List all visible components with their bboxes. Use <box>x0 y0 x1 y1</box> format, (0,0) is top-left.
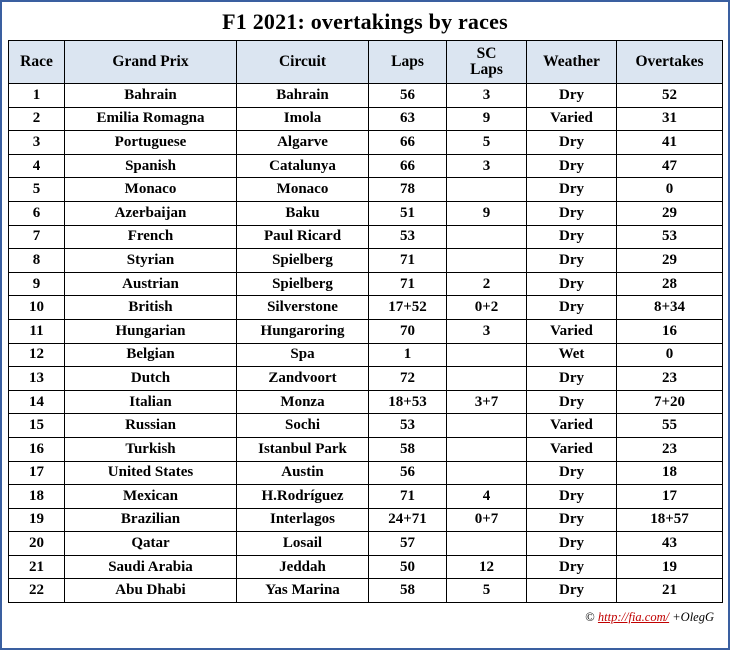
cell-race: 10 <box>9 296 65 320</box>
table-row <box>9 414 723 438</box>
cell-circuit: Monaco <box>237 178 369 202</box>
table-row <box>9 532 723 556</box>
cell-race: 12 <box>9 343 65 367</box>
table-row <box>9 272 723 296</box>
cell-race: 6 <box>9 201 65 225</box>
table-header-row <box>9 41 723 84</box>
cell-grand-prix: Portuguese <box>65 131 237 155</box>
cell-circuit: Yas Marina <box>237 579 369 603</box>
cell-laps: 71 <box>369 485 447 509</box>
table-row <box>9 225 723 249</box>
cell-overtakes: 28 <box>617 272 723 296</box>
table-row <box>9 461 723 485</box>
cell-laps: 24+71 <box>369 508 447 532</box>
cell-weather: Dry <box>527 367 617 391</box>
cell-grand-prix: Turkish <box>65 437 237 461</box>
cell-race: 13 <box>9 367 65 391</box>
cell-overtakes: 7+20 <box>617 390 723 414</box>
cell-circuit: H.Rodríguez <box>237 485 369 509</box>
cell-sc-laps: 0+7 <box>447 508 527 532</box>
cell-grand-prix: Saudi Arabia <box>65 555 237 579</box>
column-header-sc-laps-line1: SC <box>476 44 497 62</box>
cell-sc-laps: 3+7 <box>447 390 527 414</box>
cell-weather: Dry <box>527 390 617 414</box>
cell-laps: 71 <box>369 249 447 273</box>
table-row <box>9 296 723 320</box>
table-header <box>9 41 723 84</box>
cell-race: 16 <box>9 437 65 461</box>
cell-circuit: Zandvoort <box>237 367 369 391</box>
cell-grand-prix: Hungarian <box>65 319 237 343</box>
cell-overtakes: 29 <box>617 249 723 273</box>
table-row <box>9 84 723 108</box>
cell-grand-prix: Brazilian <box>65 508 237 532</box>
table-row <box>9 390 723 414</box>
cell-sc-laps: 9 <box>447 107 527 131</box>
cell-laps: 50 <box>369 555 447 579</box>
cell-weather: Varied <box>527 107 617 131</box>
cell-grand-prix: Emilia Romagna <box>65 107 237 131</box>
cell-laps: 58 <box>369 437 447 461</box>
cell-weather: Dry <box>527 485 617 509</box>
cell-sc-laps <box>447 437 527 461</box>
cell-circuit: Spielberg <box>237 249 369 273</box>
cell-grand-prix: Monaco <box>65 178 237 202</box>
cell-sc-laps: 5 <box>447 131 527 155</box>
cell-laps: 51 <box>369 201 447 225</box>
cell-laps: 66 <box>369 131 447 155</box>
cell-overtakes: 18+57 <box>617 508 723 532</box>
cell-weather: Dry <box>527 555 617 579</box>
table-row <box>9 319 723 343</box>
table-row <box>9 508 723 532</box>
cell-grand-prix: Abu Dhabi <box>65 579 237 603</box>
cell-overtakes: 55 <box>617 414 723 438</box>
cell-sc-laps <box>447 461 527 485</box>
cell-laps: 56 <box>369 84 447 108</box>
column-header-grand-prix: Grand Prix <box>65 41 237 84</box>
cell-race: 8 <box>9 249 65 273</box>
cell-race: 22 <box>9 579 65 603</box>
cell-sc-laps <box>447 414 527 438</box>
cell-circuit: Austin <box>237 461 369 485</box>
cell-sc-laps: 2 <box>447 272 527 296</box>
cell-weather: Dry <box>527 508 617 532</box>
cell-overtakes: 23 <box>617 367 723 391</box>
cell-race: 20 <box>9 532 65 556</box>
table-row <box>9 555 723 579</box>
cell-race: 2 <box>9 107 65 131</box>
cell-circuit: Spa <box>237 343 369 367</box>
cell-sc-laps: 12 <box>447 555 527 579</box>
cell-weather: Varied <box>527 414 617 438</box>
cell-circuit: Losail <box>237 532 369 556</box>
cell-overtakes: 43 <box>617 532 723 556</box>
cell-circuit: Jeddah <box>237 555 369 579</box>
cell-circuit: Hungaroring <box>237 319 369 343</box>
cell-weather: Dry <box>527 154 617 178</box>
cell-laps: 53 <box>369 414 447 438</box>
table-row <box>9 178 723 202</box>
cell-race: 7 <box>9 225 65 249</box>
column-header-circuit: Circuit <box>237 41 369 84</box>
table-row <box>9 107 723 131</box>
cell-sc-laps <box>447 532 527 556</box>
table-row <box>9 343 723 367</box>
column-header-race: Race <box>9 41 65 84</box>
cell-grand-prix: Qatar <box>65 532 237 556</box>
cell-grand-prix: Azerbaijan <box>65 201 237 225</box>
cell-sc-laps: 3 <box>447 84 527 108</box>
cell-overtakes: 47 <box>617 154 723 178</box>
table-row <box>9 367 723 391</box>
cell-laps: 72 <box>369 367 447 391</box>
cell-race: 18 <box>9 485 65 509</box>
table-row <box>9 437 723 461</box>
table-row <box>9 579 723 603</box>
cell-sc-laps <box>447 367 527 391</box>
cell-laps: 53 <box>369 225 447 249</box>
cell-circuit: Baku <box>237 201 369 225</box>
table-body <box>9 84 723 603</box>
cell-overtakes: 52 <box>617 84 723 108</box>
cell-sc-laps: 0+2 <box>447 296 527 320</box>
column-header-laps: Laps <box>369 41 447 84</box>
table-row <box>9 154 723 178</box>
cell-sc-laps: 3 <box>447 154 527 178</box>
cell-race: 21 <box>9 555 65 579</box>
cell-race: 17 <box>9 461 65 485</box>
cell-sc-laps: 9 <box>447 201 527 225</box>
cell-weather: Dry <box>527 272 617 296</box>
cell-circuit: Imola <box>237 107 369 131</box>
cell-circuit: Istanbul Park <box>237 437 369 461</box>
cell-circuit: Sochi <box>237 414 369 438</box>
cell-circuit: Spielberg <box>237 272 369 296</box>
cell-laps: 71 <box>369 272 447 296</box>
cell-grand-prix: United States <box>65 461 237 485</box>
cell-weather: Dry <box>527 296 617 320</box>
column-header-overtakes: Overtakes <box>617 41 723 84</box>
cell-overtakes: 0 <box>617 178 723 202</box>
column-header-sc-laps-line2: Laps <box>470 61 503 78</box>
table-row <box>9 131 723 155</box>
cell-grand-prix: Austrian <box>65 272 237 296</box>
table-row <box>9 249 723 273</box>
copyright-symbol: © <box>585 610 595 625</box>
cell-circuit: Algarve <box>237 131 369 155</box>
cell-circuit: Paul Ricard <box>237 225 369 249</box>
cell-sc-laps <box>447 343 527 367</box>
cell-sc-laps: 3 <box>447 319 527 343</box>
author-credit: +OlegG <box>672 610 714 625</box>
cell-weather: Dry <box>527 225 617 249</box>
footer <box>8 606 722 625</box>
table-row <box>9 201 723 225</box>
cell-laps: 66 <box>369 154 447 178</box>
cell-race: 5 <box>9 178 65 202</box>
cell-grand-prix: Bahrain <box>65 84 237 108</box>
cell-circuit: Bahrain <box>237 84 369 108</box>
cell-grand-prix: Mexican <box>65 485 237 509</box>
cell-weather: Dry <box>527 579 617 603</box>
cell-grand-prix: Russian <box>65 414 237 438</box>
cell-circuit: Catalunya <box>237 154 369 178</box>
cell-grand-prix: Styrian <box>65 249 237 273</box>
cell-race: 11 <box>9 319 65 343</box>
cell-weather: Dry <box>527 461 617 485</box>
cell-weather: Dry <box>527 201 617 225</box>
cell-overtakes: 31 <box>617 107 723 131</box>
cell-overtakes: 53 <box>617 225 723 249</box>
cell-race: 15 <box>9 414 65 438</box>
column-header-sc-laps <box>447 41 527 84</box>
cell-grand-prix: British <box>65 296 237 320</box>
cell-laps: 57 <box>369 532 447 556</box>
cell-weather: Dry <box>527 131 617 155</box>
cell-laps: 18+53 <box>369 390 447 414</box>
column-header-weather: Weather <box>527 41 617 84</box>
cell-weather: Dry <box>527 84 617 108</box>
cell-weather: Dry <box>527 178 617 202</box>
cell-circuit: Monza <box>237 390 369 414</box>
cell-overtakes: 0 <box>617 343 723 367</box>
cell-laps: 1 <box>369 343 447 367</box>
cell-sc-laps <box>447 249 527 273</box>
cell-sc-laps <box>447 178 527 202</box>
cell-weather: Dry <box>527 532 617 556</box>
cell-weather: Varied <box>527 437 617 461</box>
cell-grand-prix: Spanish <box>65 154 237 178</box>
cell-laps: 63 <box>369 107 447 131</box>
source-link[interactable]: http://fia.com/ <box>597 610 670 625</box>
cell-overtakes: 41 <box>617 131 723 155</box>
cell-grand-prix: French <box>65 225 237 249</box>
cell-weather: Varied <box>527 319 617 343</box>
cell-grand-prix: Belgian <box>65 343 237 367</box>
cell-race: 19 <box>9 508 65 532</box>
cell-race: 1 <box>9 84 65 108</box>
cell-grand-prix: Dutch <box>65 367 237 391</box>
cell-laps: 56 <box>369 461 447 485</box>
cell-overtakes: 17 <box>617 485 723 509</box>
page-title: F1 2021: overtakings by races <box>222 9 508 34</box>
cell-laps: 58 <box>369 579 447 603</box>
overtakes-table <box>8 40 723 603</box>
cell-laps: 70 <box>369 319 447 343</box>
cell-weather: Wet <box>527 343 617 367</box>
table-row <box>9 485 723 509</box>
cell-overtakes: 16 <box>617 319 723 343</box>
cell-laps: 78 <box>369 178 447 202</box>
cell-race: 3 <box>9 131 65 155</box>
cell-overtakes: 23 <box>617 437 723 461</box>
cell-overtakes: 29 <box>617 201 723 225</box>
cell-overtakes: 18 <box>617 461 723 485</box>
cell-overtakes: 8+34 <box>617 296 723 320</box>
cell-race: 14 <box>9 390 65 414</box>
cell-laps: 17+52 <box>369 296 447 320</box>
cell-weather: Dry <box>527 249 617 273</box>
cell-race: 4 <box>9 154 65 178</box>
cell-sc-laps: 4 <box>447 485 527 509</box>
cell-sc-laps <box>447 225 527 249</box>
cell-sc-laps: 5 <box>447 579 527 603</box>
cell-grand-prix: Italian <box>65 390 237 414</box>
cell-race: 9 <box>9 272 65 296</box>
cell-circuit: Interlagos <box>237 508 369 532</box>
cell-circuit: Silverstone <box>237 296 369 320</box>
cell-overtakes: 21 <box>617 579 723 603</box>
cell-overtakes: 19 <box>617 555 723 579</box>
